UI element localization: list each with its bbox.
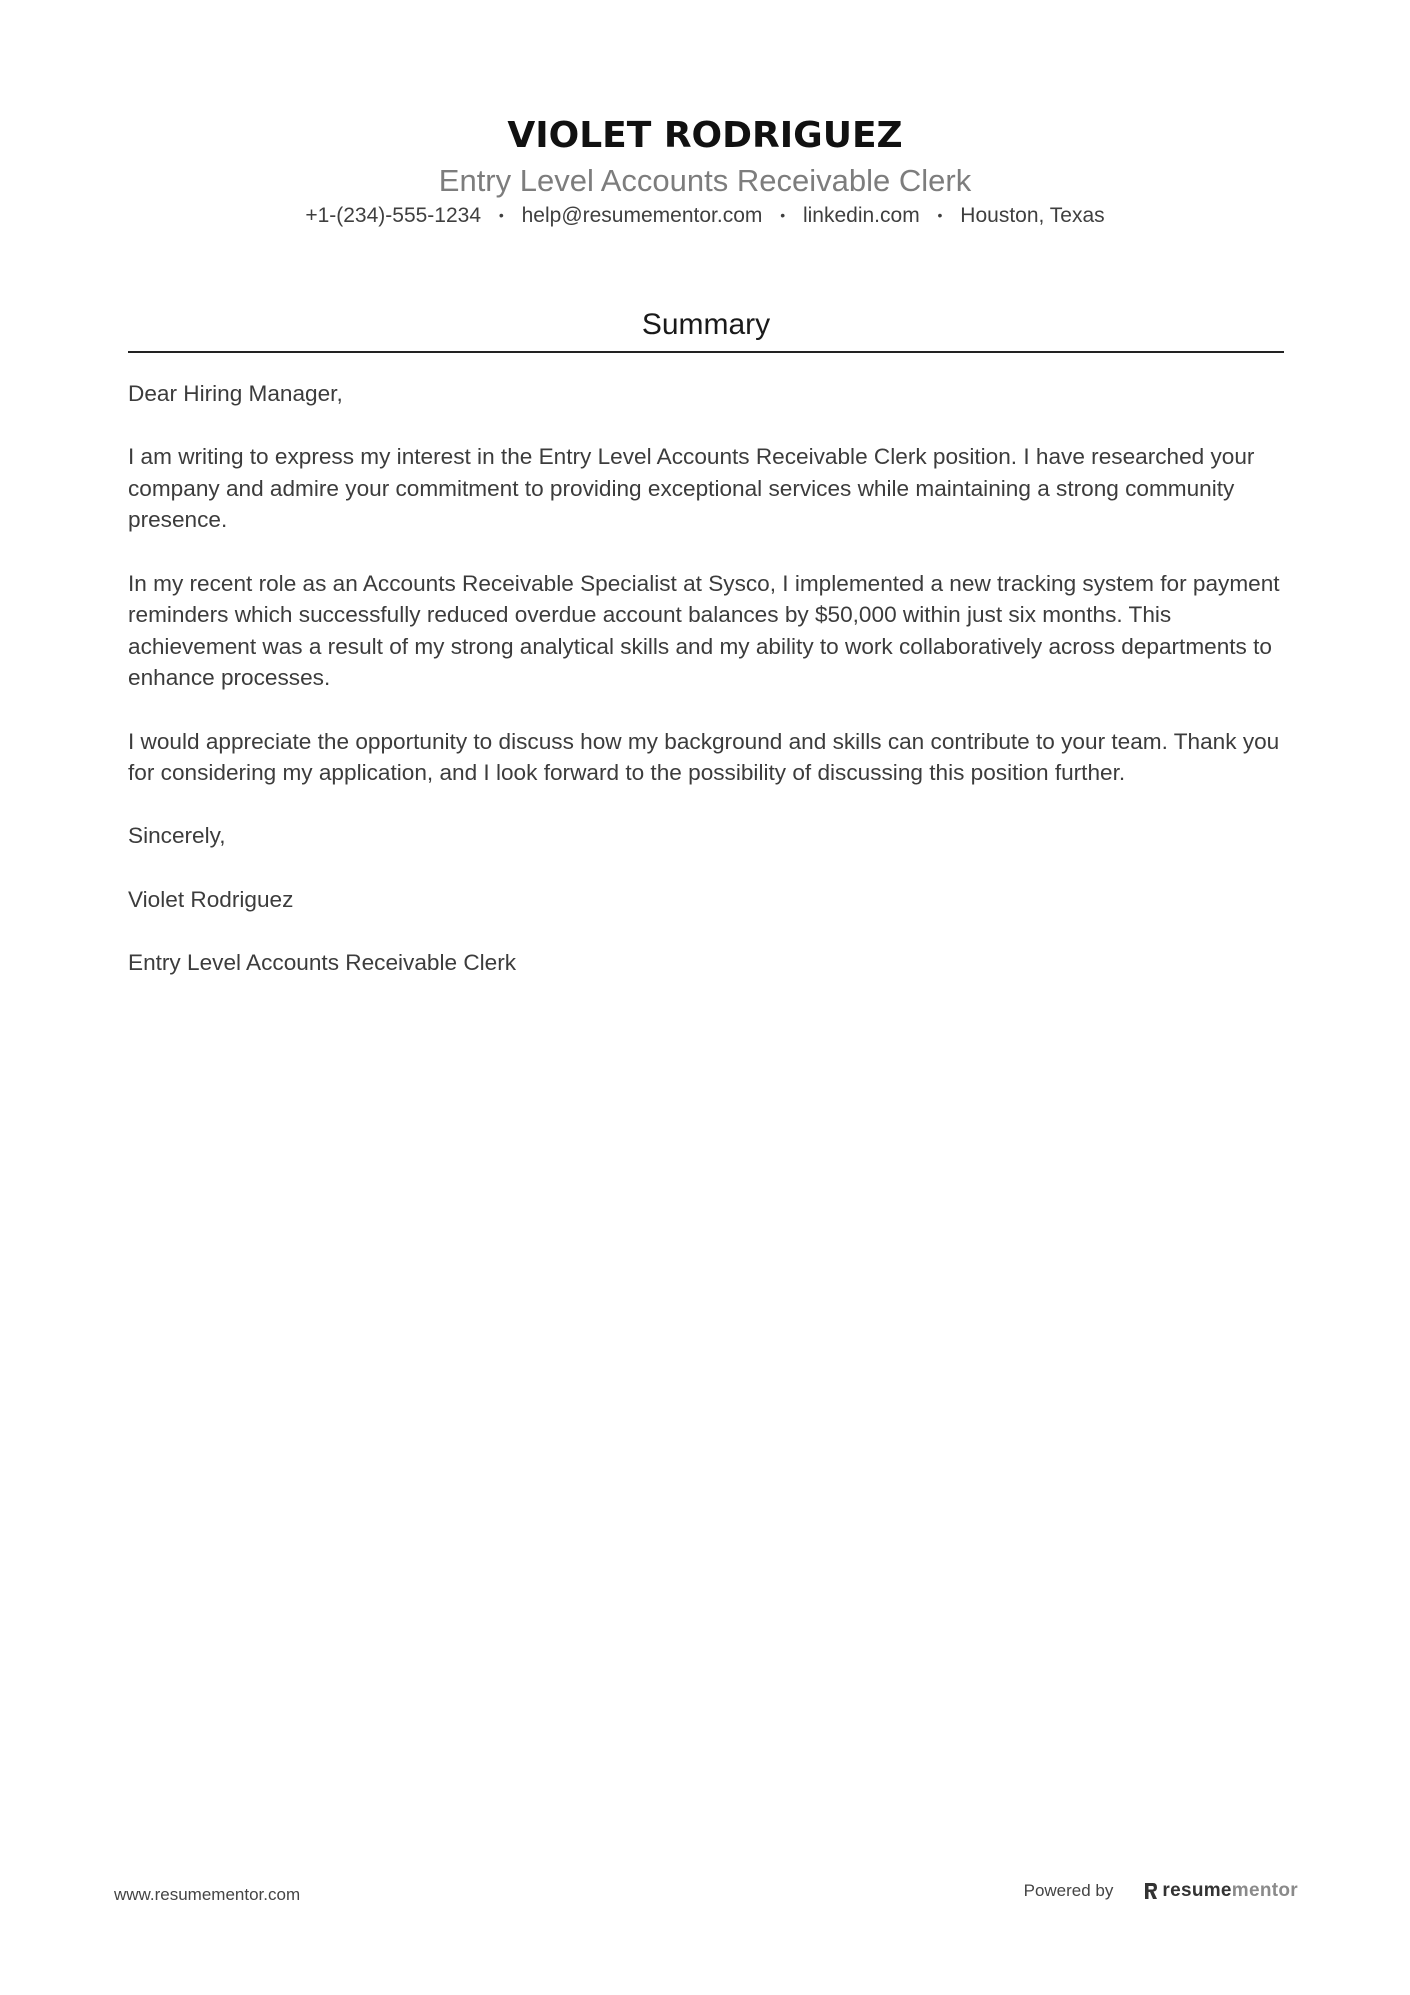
contact-separator: • bbox=[937, 207, 943, 223]
section-heading: Summary bbox=[641, 308, 771, 341]
signature-title: Entry Level Accounts Receivable Clerk bbox=[128, 949, 517, 975]
brand-text-part2: mentor bbox=[1231, 1880, 1298, 1901]
letter-paragraph: I would appreciate the opportunity to discuss how my background and skills can contribute to your team. Thank you for considering my application, and I look forward to the possibility of discussing this position further. bbox=[128, 728, 1280, 786]
letter-paragraph: In my recent role as an Accounts Receivable Specialist at Sysco, I implemented a new tracking system for payment reminders which successfully reduced overdue account balances by $50,000 within just six months. This achievement was a result of my strong analytical skills and my ability to work collaboratively across departments to enhance processes. bbox=[128, 570, 1280, 691]
powered-by-label: Powered by bbox=[1023, 1881, 1114, 1900]
candidate-name: VIOLET RODRIGUEZ bbox=[507, 115, 903, 156]
letter-greeting: Dear Hiring Manager, bbox=[128, 381, 343, 406]
brand-logo[interactable] bbox=[1143, 1880, 1298, 1902]
contact-separator: • bbox=[498, 207, 504, 223]
candidate-title: Entry Level Accounts Receivable Clerk bbox=[438, 163, 972, 198]
brand-text-part1: resume bbox=[1162, 1880, 1232, 1901]
section-divider bbox=[128, 351, 1284, 353]
contact-line bbox=[0, 201, 1410, 232]
contact-separator: • bbox=[780, 207, 786, 223]
header bbox=[0, 112, 1410, 232]
signature-name: Violet Rodriguez bbox=[128, 886, 294, 912]
resumementor-logo-icon bbox=[1143, 1881, 1159, 1901]
summary-section bbox=[128, 303, 1284, 1010]
contact-phone: +1-(234)-555-1234 bbox=[305, 204, 482, 227]
footer-branding bbox=[1024, 1880, 1298, 1902]
footer-website[interactable]: www.resumementor.com bbox=[114, 1885, 301, 1904]
letter-paragraph: I am writing to express my interest in the Entry Level Accounts Receivable Clerk position. I have researched your company and admire your commitment to providing exceptional services while maintaining a strong community presence. bbox=[128, 444, 1255, 533]
letter-closing: Sincerely, bbox=[128, 823, 226, 849]
contact-email[interactable]: help@resumementor.com bbox=[521, 204, 763, 227]
letter-body bbox=[128, 378, 1284, 978]
contact-linkedin[interactable]: linkedin.com bbox=[802, 204, 920, 227]
contact-location: Houston, Texas bbox=[960, 204, 1105, 227]
